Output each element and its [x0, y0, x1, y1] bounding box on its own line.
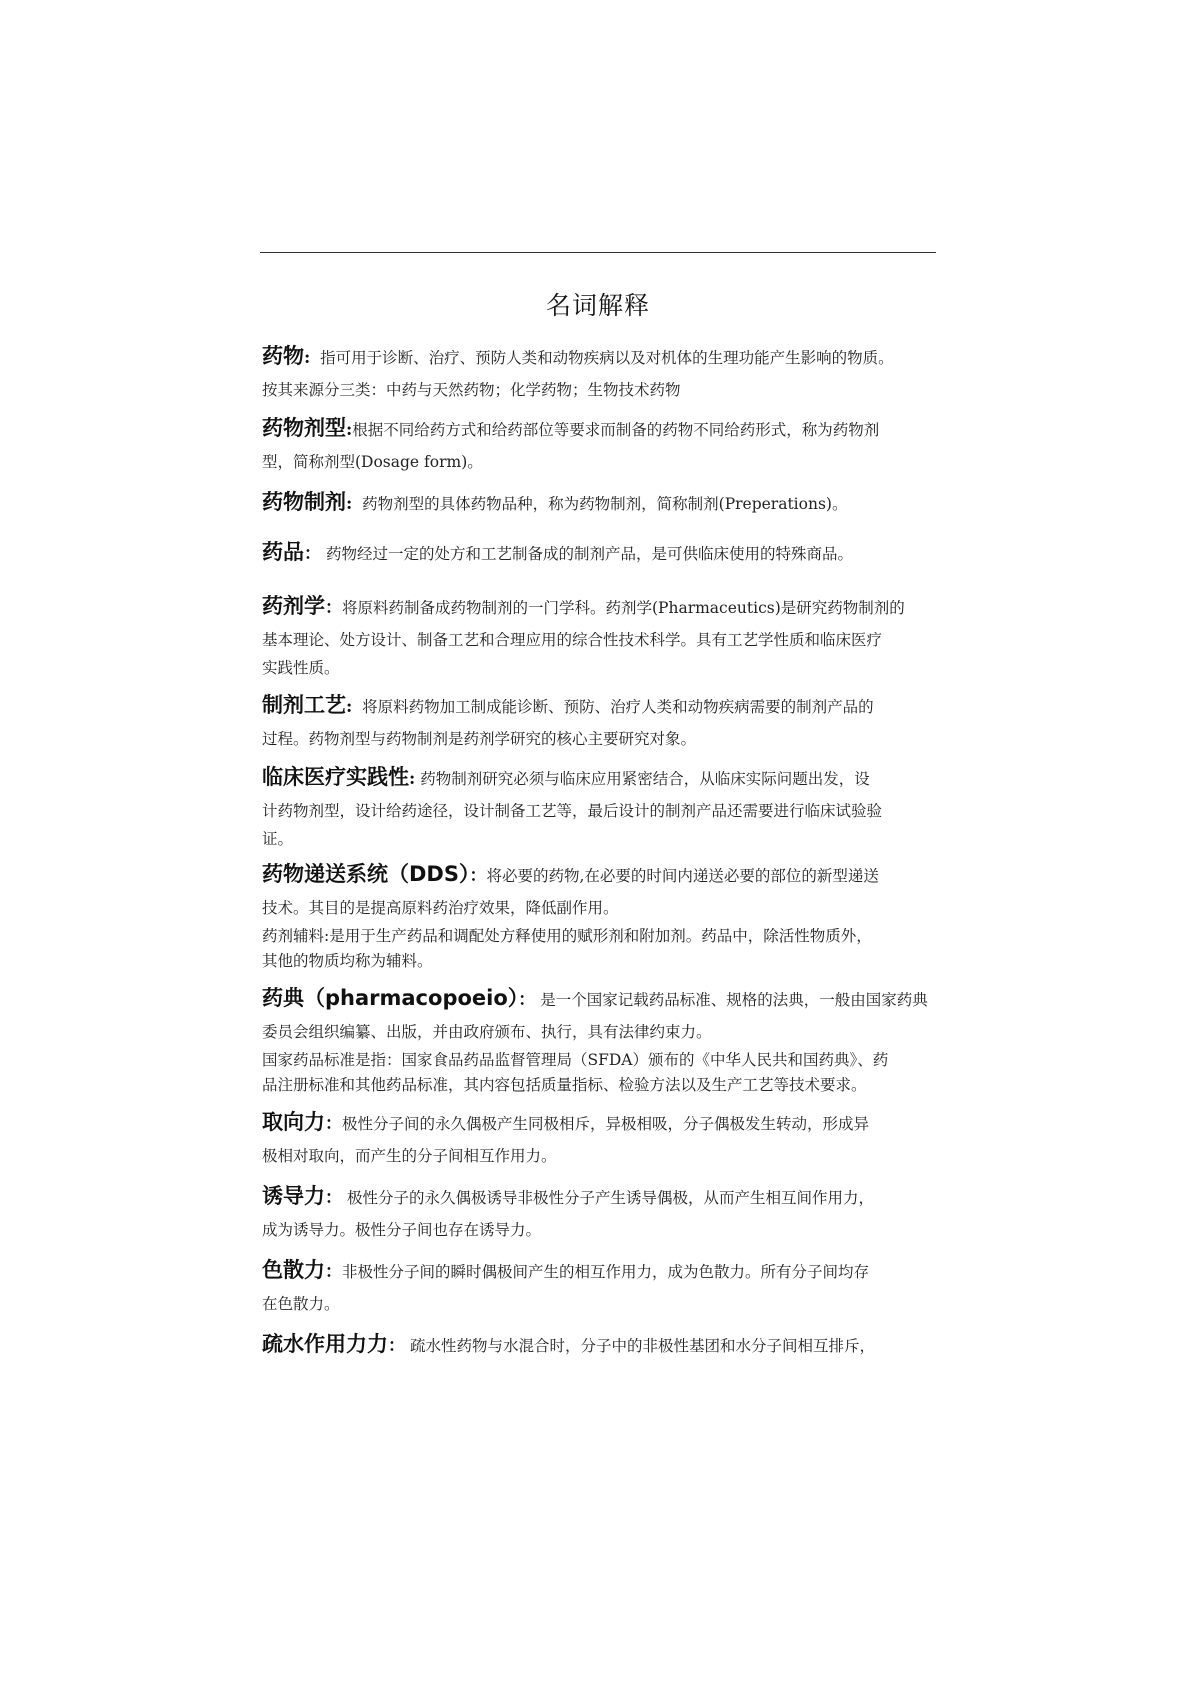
glossary-entry: [262, 536, 938, 570]
entry-term: 药典（pharmacopoeio）: [262, 986, 519, 1010]
header-rule: [260, 252, 936, 253]
entry-definition-line: 过程。药物剂型与药物制剂是药剂学研究的核心主要研究对象。: [262, 730, 697, 748]
entry-definition: 指可用于诊断、治疗、预防人类和动物疾病以及对机体的生理功能产生影响的物质。: [320, 349, 894, 367]
entry-definition-line: 成为诱导力。极性分子间也存在诱导力。: [262, 1221, 542, 1239]
glossary-entry: [262, 1254, 938, 1320]
entry-definition: 极性分子的永久偶极诱导非极性分子产生诱导偶极，从而产生相互间作用力，: [346, 1189, 874, 1207]
entry-definition-line: 药剂辅料:是用于生产药品和调配处方释使用的赋形剂和附加剂。药品中，除活性物质外，: [262, 927, 872, 945]
entry-term: 制剂工艺: [262, 693, 346, 717]
entry-definition-line: 其他的物质均称为辅料。: [262, 952, 433, 970]
glossary-entry: [262, 761, 938, 852]
entry-separator: ：: [388, 1336, 405, 1356]
entry-term: 药剂学: [262, 594, 325, 618]
entry-definition-line: 委员会组织编纂、出版，并由政府颁布、执行，具有法律约束力。: [262, 1023, 712, 1041]
entry-definition-line: 基本理论、处方设计、制备工艺和合理应用的综合性技术科学。具有工艺学性质和临床医疗: [262, 631, 883, 649]
entry-term: 药物剂型: [262, 416, 346, 440]
entry-term: 药物递送系统（DDS）: [262, 862, 470, 886]
glossary: [262, 340, 938, 1362]
entry-separator: ：: [469, 866, 487, 886]
entry-definition: 非极性分子间的瞬时偶极间产生的相互作用力，成为色散力。所有分子间均存: [342, 1263, 870, 1281]
glossary-entry: [262, 858, 938, 924]
entry-term: 取向力: [262, 1110, 325, 1134]
entry-definition-line: 品注册标准和其他药品标准，其内容包括质量指标、检验方法以及生产工艺等技术要求。: [262, 1076, 867, 1094]
entry-term: 药物制剂: [262, 490, 346, 514]
entry-separator: :: [409, 769, 416, 789]
glossary-entry: [262, 486, 938, 520]
glossary-entry: [262, 1328, 938, 1362]
entry-separator: ：: [518, 990, 536, 1010]
entry-definition: 药物制剂研究必须与临床应用紧密结合，从临床实际问题出发，设: [420, 770, 870, 788]
entry-definition-line: 技术。其目的是提高原料药治疗效果，降低副作用。: [262, 899, 619, 917]
glossary-entry: [262, 412, 938, 478]
entry-separator: ：: [304, 544, 321, 564]
entry-term: 药物: [262, 344, 304, 368]
entry-definition: 将原料药物加工制成能诊断、预防、治疗人类和动物疾病需要的制剂产品的: [362, 698, 874, 716]
glossary-entry: [262, 340, 938, 406]
entry-separator: ：: [325, 1262, 342, 1282]
entry-definition: 药物剂型的具体药物品种，称为药物制剂，简称制剂(Preperations)。: [362, 495, 848, 513]
entry-definition: 根据不同给药方式和给药部位等要求而制备的药物不同给药形式，称为药物剂: [352, 421, 880, 439]
entry-definition-line: 计药物剂型，设计给药途径，设计制备工艺等，最后设计的制剂产品还需要进行临床试验验: [262, 802, 883, 820]
entry-definition-line: 证。: [262, 830, 294, 848]
entry-term: 色散力: [262, 1258, 325, 1282]
entry-definition-line: 国家药品标准是指：国家食品药品监督管理局（SFDA）颁布的《中华人民共和国药典》、药: [262, 1051, 889, 1069]
entry-definition-line: 实践性质。: [262, 659, 340, 677]
entry-term: 疏水作用力力: [262, 1332, 388, 1356]
glossary-entry: [262, 1180, 938, 1246]
entry-separator: ：: [325, 1114, 342, 1134]
glossary-entry: [262, 982, 938, 1048]
entry-definition-line: 按其来源分三类：中药与天然药物；化学药物；生物技术药物: [262, 381, 681, 399]
entry-separator: :: [346, 494, 353, 514]
entry-separator: :: [346, 420, 353, 440]
glossary-entry: [262, 590, 938, 681]
entry-term: 诱导力: [262, 1184, 325, 1208]
entry-definition: 疏水性药物与水混合时，分子中的非极性基团和水分子间相互排斥，: [409, 1337, 875, 1355]
glossary-entry: [262, 924, 938, 974]
entry-separator: ：: [325, 1188, 342, 1208]
entry-definition-line: 极相对取向，而产生的分子间相互作用力。: [262, 1147, 557, 1165]
entry-term: 药品: [262, 540, 304, 564]
entry-term: 临床医疗实践性: [262, 765, 409, 789]
entry-definition: 极性分子间的永久偶极产生同极相斥，异极相吸，分子偶极发生转动，形成异: [342, 1115, 870, 1133]
glossary-entry: [262, 1106, 938, 1172]
page-title: 名词解释: [545, 291, 650, 320]
entry-definition: 药物经过一定的处方和工艺制备成的制剂产品，是可供临床使用的特殊商品。: [325, 545, 853, 563]
glossary-entry: [262, 689, 938, 755]
entry-definition-line: 在色散力。: [262, 1295, 340, 1313]
entry-definition: 将原料药制备成药物制剂的一门学科。药剂学(Pharmaceutics)是研究药物制剂的: [342, 599, 905, 617]
entry-separator: :: [304, 348, 311, 368]
glossary-entry: [262, 1048, 938, 1098]
entry-definition: 将必要的药物,在必要的时间内递送必要的部位的新型递送: [486, 867, 879, 885]
entry-separator: ：: [325, 598, 342, 618]
entry-definition: 是一个国家记载药品标准、规格的法典，一般由国家药典: [540, 991, 928, 1009]
entry-separator: :: [346, 697, 353, 717]
entry-definition-line: 型，简称剂型(Dosage form)。: [262, 453, 483, 471]
